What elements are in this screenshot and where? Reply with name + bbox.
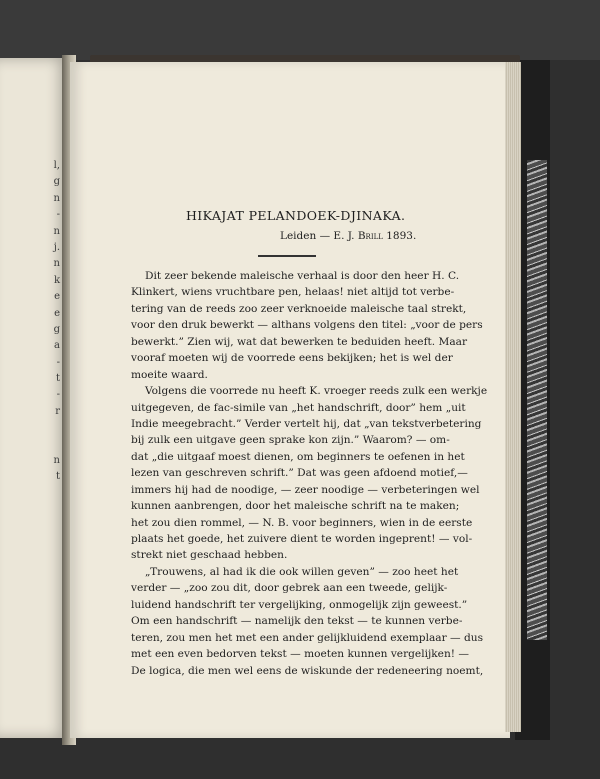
paragraph-1 bbox=[131, 268, 483, 383]
left-page-letter: t bbox=[55, 471, 60, 483]
text-line: De logica, die men wel eens de wiskunde der redeneering noemt, bbox=[131, 664, 484, 677]
text-line: tering van de reeds zoo zeer verknoeide maleische taal strekt, bbox=[131, 302, 467, 315]
left-page bbox=[0, 58, 70, 738]
text-line: „Trouwens, al had ik die ook willen geven” — zoo heet het bbox=[145, 565, 459, 578]
scan-background bbox=[0, 0, 600, 60]
left-page-letter: n bbox=[53, 258, 60, 270]
text-line: Klinkert, wiens vruchtbare pen, helaas! niet altijd tot verbe- bbox=[131, 286, 455, 299]
left-page-letter: n bbox=[53, 455, 60, 467]
text-line: Indie meegebracht.” Verder vertelt hij, dat „van tekstverbetering bbox=[131, 417, 482, 430]
text-line: plaats het goede, het zuivere dient te worden ingeprent! — vol- bbox=[131, 533, 473, 545]
left-page-letter: - bbox=[56, 389, 60, 401]
article-title: HIKAJAT PELANDOEK-DJINAKA. bbox=[186, 208, 406, 223]
text-line: immers hij had de noodige, — zeer noodige — verbeteringen wel bbox=[131, 483, 480, 496]
left-page-letter: l, bbox=[53, 160, 60, 171]
left-page-letter: - bbox=[56, 356, 60, 368]
left-page-letter: g bbox=[53, 323, 60, 335]
text-line: voor den druk bewerkt — althans volgens den titel: „voor de pers bbox=[131, 319, 483, 332]
text-line: teren, zou men het met een ander gelijkluidend exemplaar — dus bbox=[131, 631, 484, 644]
text-line: verder — „zoo zou dit, door gebrek aan een tweede, gelijk- bbox=[131, 582, 448, 595]
left-page-text-fragments bbox=[36, 158, 60, 486]
left-page-letter: n bbox=[53, 192, 60, 204]
marbled-cover bbox=[527, 160, 547, 640]
left-page-letter: a bbox=[54, 340, 60, 352]
title-rule bbox=[258, 255, 316, 257]
text-line: Om een handschrift — namelijk den tekst — te kunnen verbe- bbox=[131, 615, 463, 628]
text-line: lezen van geschreven schrift.” Dat was geen afdoend motief,— bbox=[131, 467, 468, 480]
text-line: Volgens die voorrede nu heeft K. vroeger reeds zulk een werkje bbox=[145, 385, 488, 398]
text-line: Dit zeer bekende maleische verhaal is door den heer H. C. bbox=[145, 270, 460, 282]
left-page-letter: n bbox=[53, 225, 60, 237]
article-body bbox=[131, 268, 488, 679]
text-line: kunnen aanbrengen, door het maleische schrift na te maken; bbox=[131, 500, 460, 513]
text-line: het zou dien rommel, — N. B. voor beginners, wien in de eerste bbox=[131, 516, 473, 529]
left-page-letter bbox=[36, 420, 60, 436]
left-page-letter: r bbox=[55, 405, 60, 417]
left-page-letter: g bbox=[53, 176, 60, 188]
text-line: strekt niet geschaad hebben. bbox=[131, 549, 288, 562]
subtitle-place: Leiden — E. J. bbox=[280, 230, 355, 242]
text-line: bewerkt.” Zien wij, wat dat bewerken te beduiden heeft. Maar bbox=[131, 335, 468, 348]
text-line: bij zulk een uitgave geen sprake kon zijn.” Waarom? — om- bbox=[131, 434, 450, 447]
text-line: dat „die uitgaaf moest dienen, om beginners te oefenen in het bbox=[131, 450, 465, 463]
text-line: vooraf moeten wij de voorrede eens bekijken; het is wel der bbox=[131, 352, 453, 365]
article-subtitle bbox=[280, 230, 416, 242]
subtitle-year: 1893. bbox=[386, 230, 417, 242]
left-page-letter bbox=[36, 437, 60, 453]
page-stack-edge bbox=[505, 62, 521, 732]
left-page-letter: k bbox=[53, 274, 60, 286]
text-line: met een even bedorven tekst — moeten kunnen vergelijken! — bbox=[131, 648, 469, 661]
left-page-letter: e bbox=[54, 291, 60, 303]
paragraph-3 bbox=[131, 564, 484, 679]
left-page-letter: - bbox=[56, 209, 60, 221]
left-page-letter: e bbox=[54, 307, 60, 319]
text-line: moeite waard. bbox=[131, 368, 208, 381]
text-line: luidend handschrift ter vergelijking, onmogelijk zijn geweest.” bbox=[131, 598, 468, 611]
subtitle-publisher: Brill bbox=[357, 230, 383, 242]
left-page-letter: j. bbox=[53, 241, 60, 253]
text-line: uitgegeven, de fac-simile van „het handschrift, door” hem „uit bbox=[131, 401, 466, 414]
left-page-letter: t bbox=[55, 373, 60, 385]
paragraph-2 bbox=[131, 383, 488, 564]
